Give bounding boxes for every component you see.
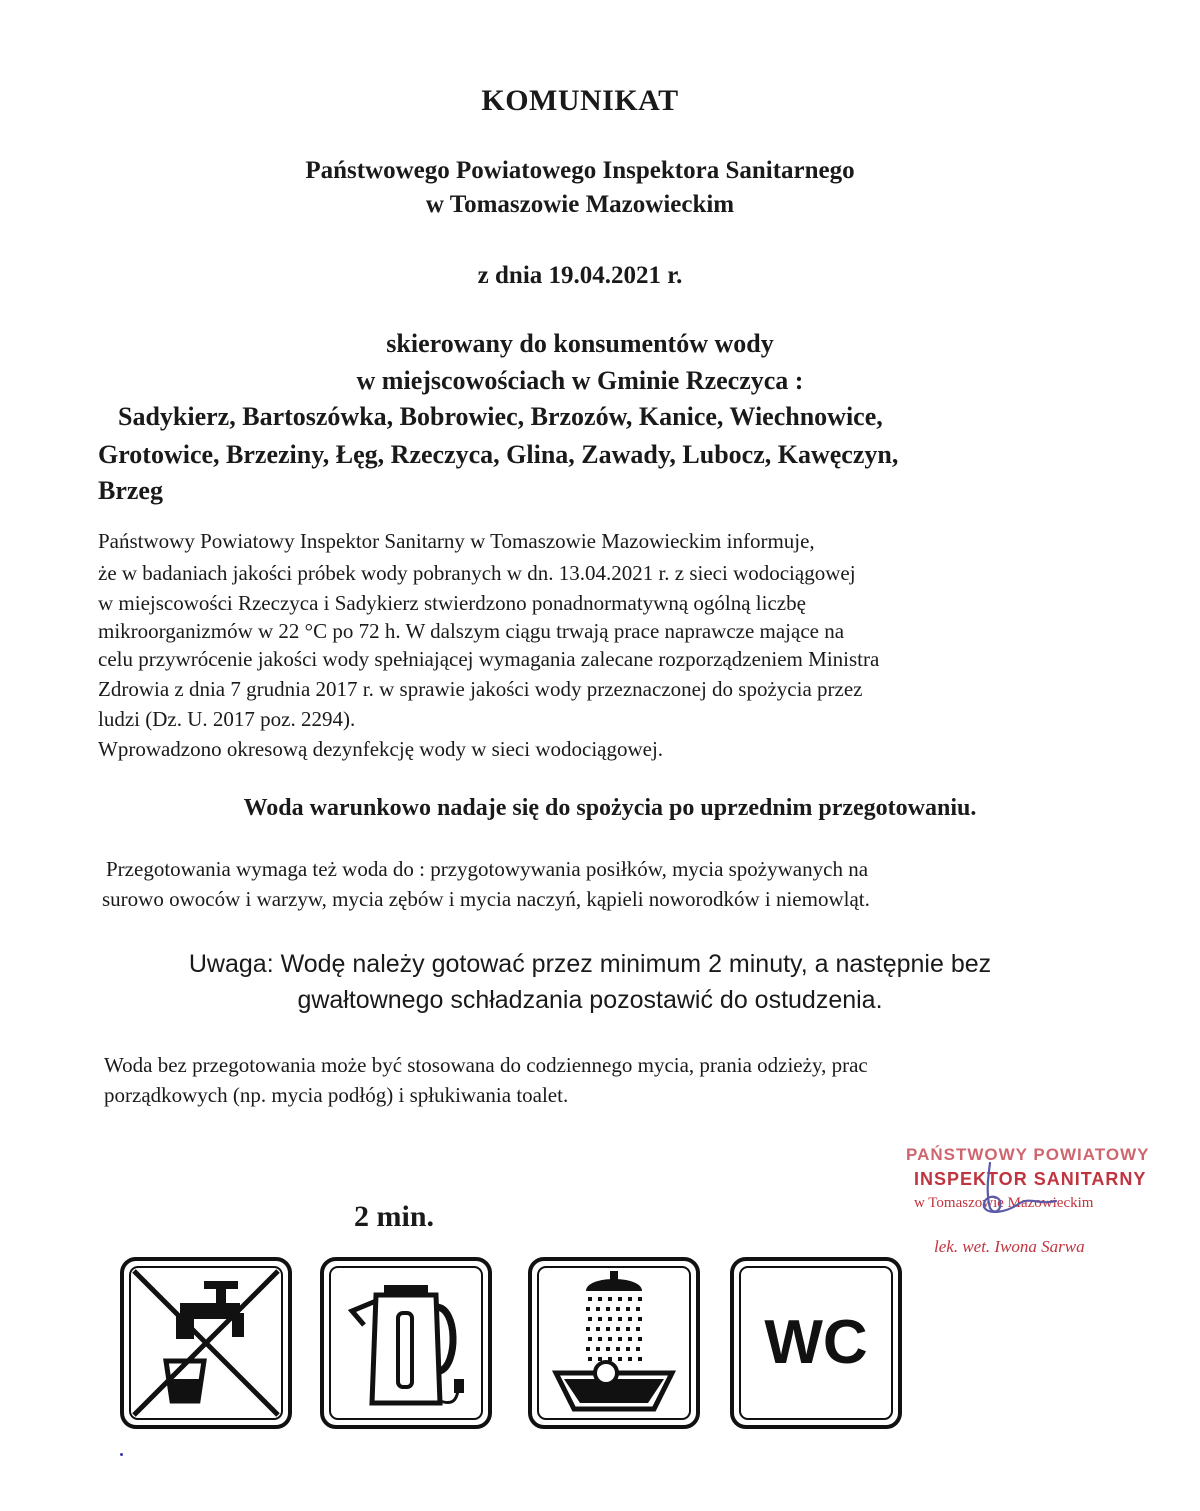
stamp-line-2: INSPEKTOR SANITARNY bbox=[914, 1169, 1147, 1189]
body-line: mikroorganizmów w 22 °C po 72 h. W dalszym ciągu trwają prace naprawcze mające na bbox=[98, 619, 845, 643]
signatory-name: lek. wet. Iwona Sarwa bbox=[934, 1237, 1085, 1256]
stamp-line-1: PAŃSTWOWY POWIATOWY bbox=[906, 1145, 1150, 1164]
wc-label: WC bbox=[764, 1308, 868, 1377]
scan-speck bbox=[120, 1453, 123, 1456]
electric-kettle-icon bbox=[318, 1255, 494, 1431]
warning-line-2: gwałtownego schładzania pozostawić do ostudzenia. bbox=[297, 986, 883, 1014]
shower-bath-icon bbox=[526, 1255, 702, 1431]
wc-icon bbox=[728, 1255, 904, 1431]
warning-line-1: Uwaga: Wodę należy gotować przez minimum 2 minuty, a następnie bez bbox=[188, 950, 992, 978]
body-line: celu przywrócenie jakości wody spełniającej wymagania zalecane rozporządzeniem Ministra bbox=[98, 647, 880, 671]
boiling-required-line-2: surowo owoców i warzyw, mycia zębów i mycia naczyń, kąpieli noworodków i niemowląt. bbox=[102, 887, 870, 911]
document-title: KOMUNIKAT bbox=[481, 84, 679, 117]
boil-time-label: 2 min. bbox=[354, 1200, 435, 1233]
localities-line-1: Sadykierz, Bartoszówka, Bobrowiec, Brzozów, Kanice, Wiechnowice, bbox=[118, 402, 883, 431]
addressee-line-1: skierowany do konsumentów wody bbox=[386, 329, 774, 358]
body-line: Wprowadzono okresową dezynfekcję wody w sieci wodociągowej. bbox=[98, 737, 664, 761]
no-boiling-line-1: Woda bez przegotowania może być stosowana do codziennego mycia, prania odzieży, prac bbox=[104, 1053, 868, 1077]
handwritten-signature bbox=[960, 1153, 1080, 1223]
stamp-line-3: w Tomaszowie Mazowieckim bbox=[914, 1195, 1094, 1211]
boiling-required-line-1: Przegotowania wymaga też woda do : przygotowywania posiłków, mycia spożywanych na bbox=[106, 857, 869, 881]
localities-line-2: Grotowice, Brzeziny, Łęg, Rzeczyca, Glina, Zawady, Lubocz, Kawęczyn, bbox=[98, 440, 899, 469]
official-stamp bbox=[900, 1145, 1180, 1275]
localities-line-3: Brzeg bbox=[98, 476, 163, 505]
no-boiling-line-2: porządkowych (np. mycia podłóg) i spłukiwania toalet. bbox=[104, 1083, 569, 1107]
issuer-line-2: w Tomaszowie Mazowieckim bbox=[425, 191, 735, 218]
no-tap-water-icon bbox=[118, 1255, 294, 1431]
document-date: z dnia 19.04.2021 r. bbox=[477, 262, 683, 289]
addressee-line-2: w miejscowościach w Gminie Rzeczyca : bbox=[356, 366, 804, 395]
body-line: w miejscowości Rzeczyca i Sadykierz stwierdzono ponadnormatywną ogólną liczbę bbox=[98, 591, 806, 615]
issuer-line-1: Państwowego Powiatowego Inspektora Sanitarnego bbox=[305, 157, 855, 184]
body-line: Zdrowia z dnia 7 grudnia 2017 r. w sprawie jakości wody przeznaczonej do spożycia przez bbox=[98, 677, 863, 701]
body-line: Państwowy Powiatowy Inspektor Sanitarny w Tomaszowie Mazowieckim informuje, bbox=[98, 529, 815, 553]
body-line: ludzi (Dz. U. 2017 poz. 2294). bbox=[98, 707, 356, 731]
body-line: że w badaniach jakości próbek wody pobranych w dn. 13.04.2021 r. z sieci wodociągowej bbox=[98, 561, 856, 585]
verdict-statement: Woda warunkowo nadaje się do spożycia po uprzednim przegotowaniu. bbox=[243, 795, 977, 821]
